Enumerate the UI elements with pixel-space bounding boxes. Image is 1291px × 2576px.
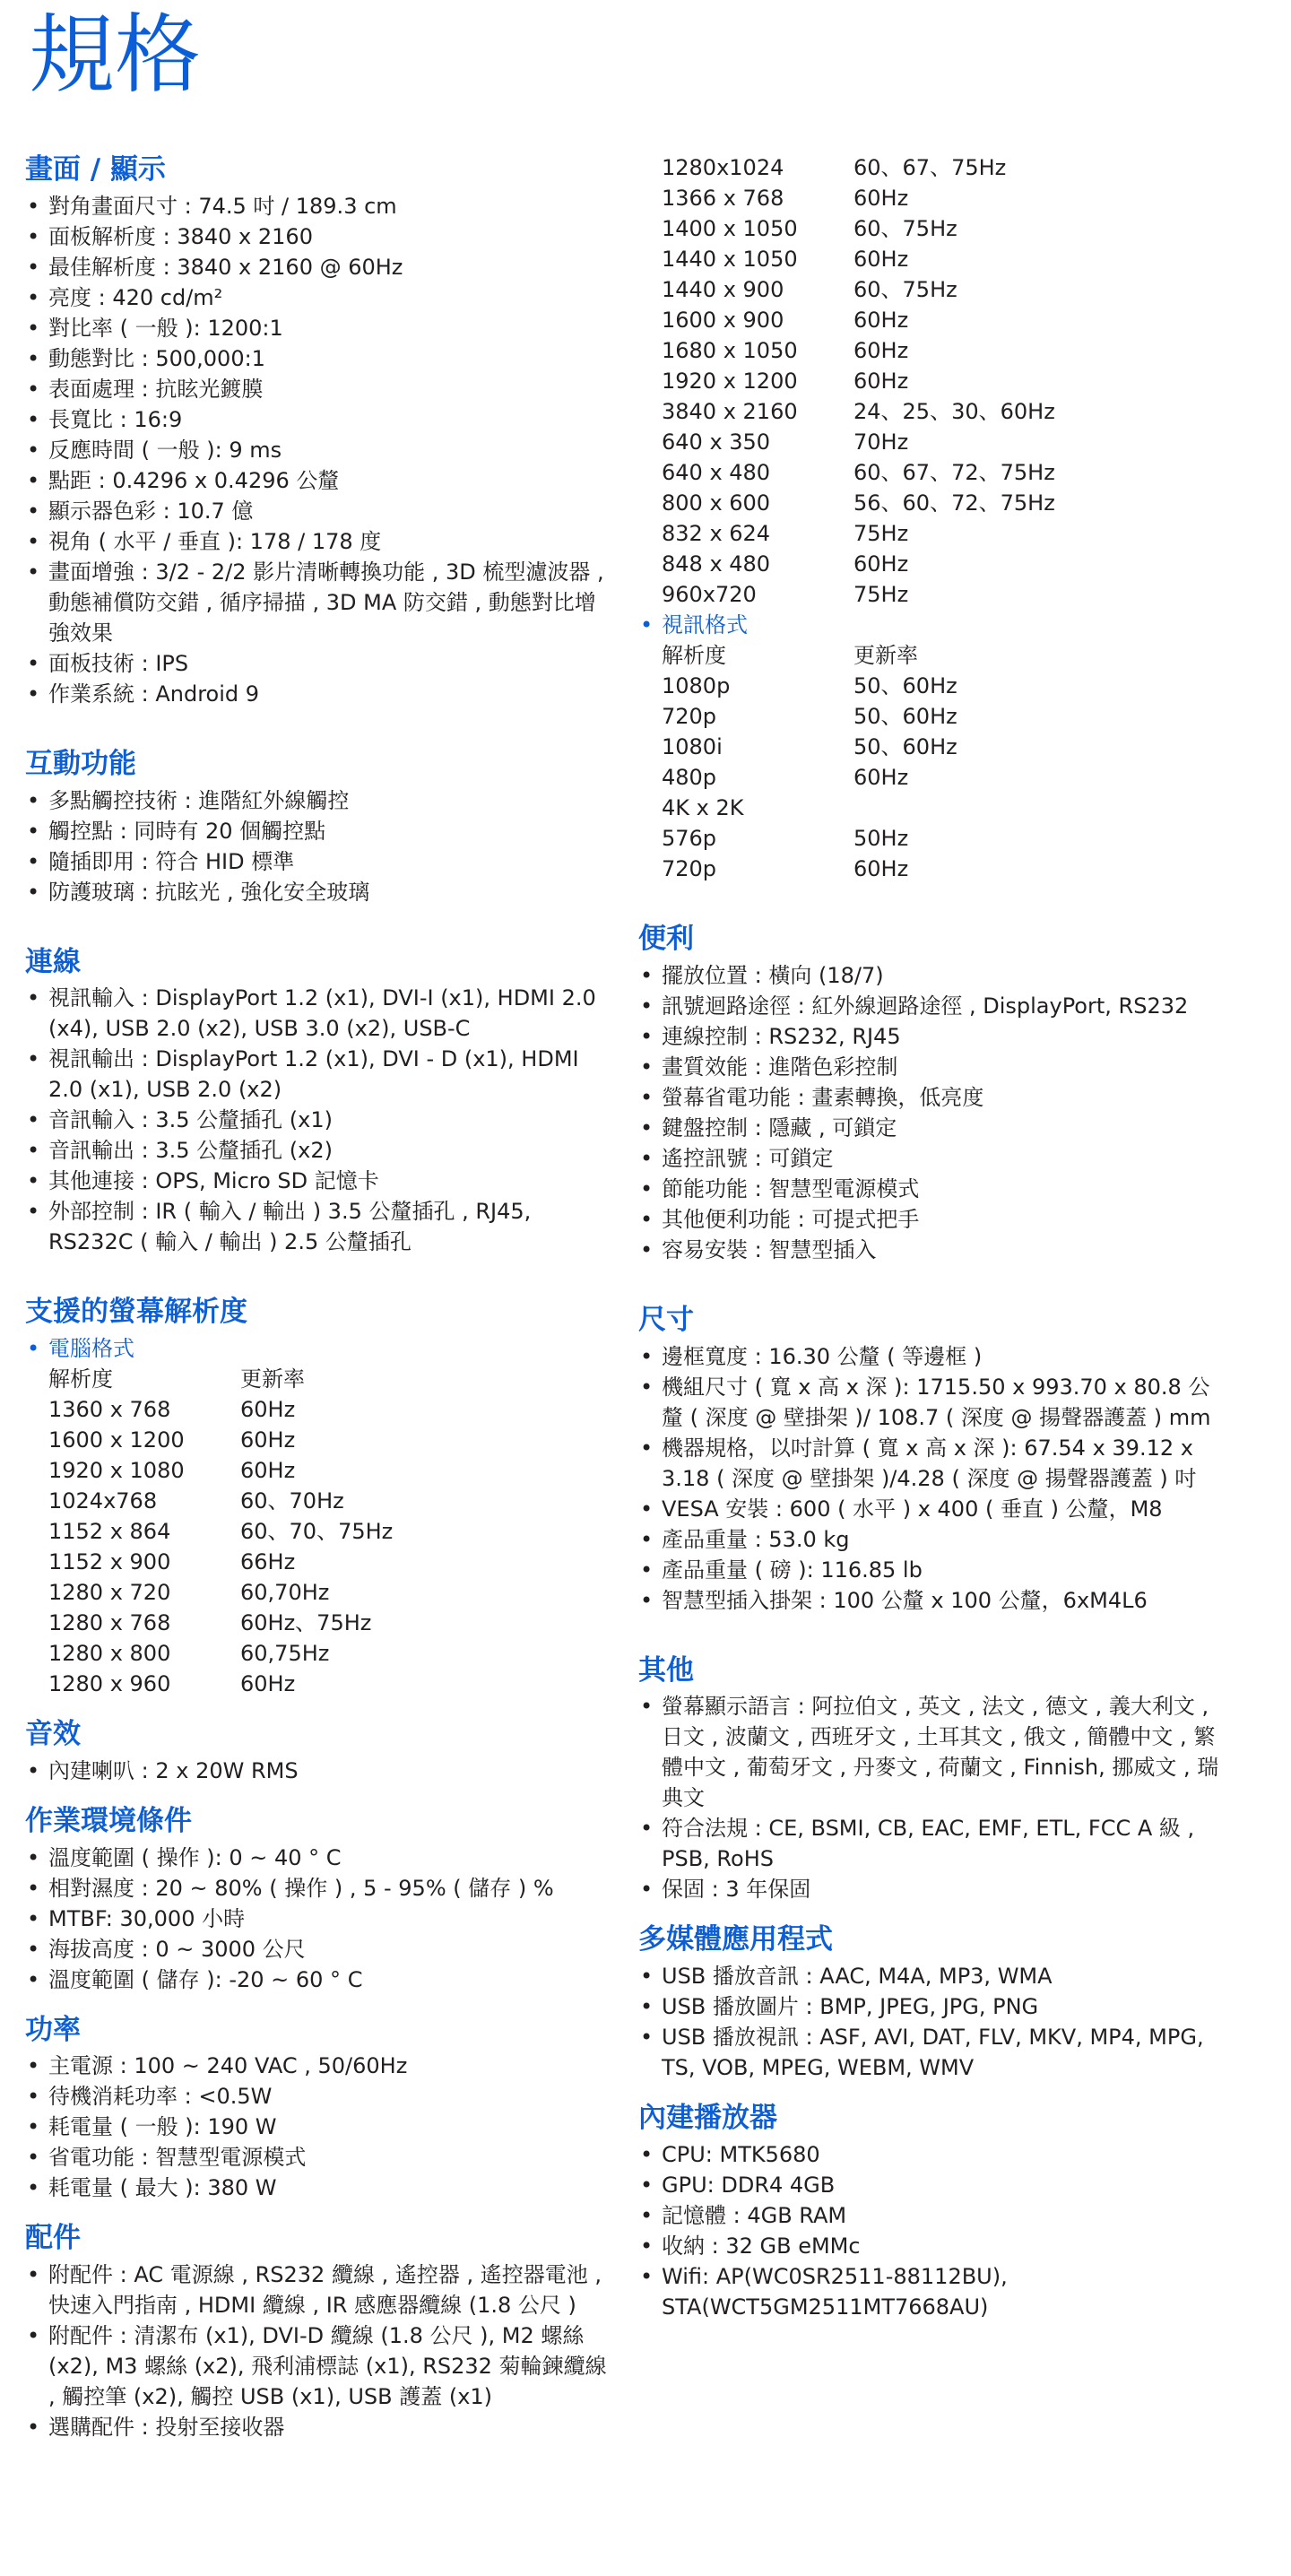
refresh-cell: 60、70、75Hz xyxy=(240,1519,394,1544)
spec-item: • 點距 : 0.4296 x 0.4296 公釐 xyxy=(25,465,612,496)
spec-item: • 鍵盤控制 : 隱藏 , 可鎖定 xyxy=(638,1113,1226,1143)
section-title: 連線 xyxy=(25,945,81,978)
section-title: 其他 xyxy=(638,1653,694,1687)
spec-item: • 多點觸控技術 : 進階紅外線觸控 xyxy=(25,785,612,816)
resolution-cell: 1152 x 864 xyxy=(48,1519,171,1544)
section-accessories xyxy=(25,2221,612,2442)
table-row xyxy=(662,793,1226,823)
resolution-cell: 480p xyxy=(662,765,717,790)
section-title: 便利 xyxy=(638,923,694,955)
pc-format-label: • 電腦格式 xyxy=(25,1333,612,1364)
spec-item: • 海拔高度 : 0 ~ 3000 公尺 xyxy=(25,1934,612,1965)
section-title: 功率 xyxy=(25,2013,81,2046)
section-title: 多媒體應用程式 xyxy=(638,1923,833,1956)
spec-item: • 主電源 : 100 ~ 240 VAC , 50/60Hz xyxy=(25,2051,612,2081)
refresh-cell: 66Hz xyxy=(240,1549,296,1574)
table-row xyxy=(662,549,1226,579)
spec-item: • 待機消耗功率 : <0.5W xyxy=(25,2081,612,2112)
spec-list xyxy=(638,1691,1226,1904)
section-title: 作業環境條件 xyxy=(25,1804,192,1837)
section-interactive xyxy=(25,747,612,907)
refresh-cell: 50、60Hz xyxy=(853,704,957,729)
resolution-cell: 720p xyxy=(662,704,717,729)
resolution-table xyxy=(48,1364,612,1699)
spec-item: • 亮度 : 420 cd/m² xyxy=(25,282,612,313)
resolution-cell: 1080i xyxy=(662,734,723,759)
table-header xyxy=(48,1364,612,1394)
spec-item: • 音訊輸出 : 3.5 公釐插孔 (x2) xyxy=(25,1135,612,1166)
spec-item: • 耗電量 ( 最大 ): 380 W xyxy=(25,2173,612,2203)
spec-item: • 顯示器色彩 : 10.7 億 xyxy=(25,496,612,526)
spec-item: • 作業系統 : Android 9 xyxy=(25,679,612,709)
resolution-cell: 1280 x 960 xyxy=(48,1671,171,1696)
spec-item: • 其他連接 : OPS, Micro SD 記憶卡 xyxy=(25,1166,612,1196)
spec-item: • 反應時間 ( 一般 ): 9 ms xyxy=(25,435,612,465)
refresh-cell: 56、60、72、75Hz xyxy=(853,490,1055,516)
table-row xyxy=(48,1638,612,1669)
table-row xyxy=(48,1455,612,1486)
section-built-in-player xyxy=(638,2101,1226,2322)
spec-list xyxy=(25,2051,612,2203)
resolution-cell: 960x720 xyxy=(662,582,757,607)
table-row xyxy=(48,1577,612,1608)
resolution-cell: 576p xyxy=(662,826,717,851)
spec-item: • 溫度範圍 ( 儲存 ): -20 ~ 60 ° C xyxy=(25,1965,612,1995)
refresh-cell: 60Hz、75Hz xyxy=(240,1610,372,1635)
spec-item: • 選購配件 : 投射至接收器 xyxy=(25,2412,612,2442)
pc-resolution-table-continued xyxy=(662,152,1226,610)
section-title: 尺寸 xyxy=(638,1303,694,1336)
refresh-cell: 60Hz xyxy=(240,1427,296,1453)
resolution-cell: 848 x 480 xyxy=(662,551,771,577)
spec-item: • 外部控制 : IR ( 輸入 / 輸出 ) 3.5 公釐插孔 , RJ45, RS232C ( 輸入 / 輸出 ) 2.5 公釐插孔 xyxy=(25,1196,612,1257)
spec-item: • 收納 : 32 GB eMMc xyxy=(638,2231,1226,2261)
spec-item: • 記憶體 : 4GB RAM xyxy=(638,2200,1226,2231)
left-column xyxy=(25,152,612,2442)
resolution-cell: 1280x1024 xyxy=(662,155,784,180)
refresh-cell: 60Hz xyxy=(240,1397,296,1422)
section-title: 配件 xyxy=(25,2222,81,2255)
spec-item: • MTBF: 30,000 小時 xyxy=(25,1904,612,1934)
resolution-cell: 832 x 624 xyxy=(662,521,771,546)
refresh-cell: 50Hz xyxy=(853,826,909,851)
spec-item: • 符合法規 : CE, BSMI, CB, EAC, EMF, ETL, FCC A 級 , PSB, RoHS xyxy=(638,1813,1226,1874)
spec-item: • 產品重量 ( 磅 ): 116.85 lb xyxy=(638,1555,1226,1585)
spec-item: • 視訊輸出 : DisplayPort 1.2 (x1), DVI - D (x1), HDMI 2.0 (x1), USB 2.0 (x2) xyxy=(25,1044,612,1105)
spec-item: • 容易安裝 : 智慧型插入 xyxy=(638,1235,1226,1265)
section-environment xyxy=(25,1804,612,1995)
spec-item: • 防護玻璃 : 抗眩光 , 強化安全玻璃 xyxy=(25,877,612,907)
resolution-cell: 640 x 350 xyxy=(662,429,771,455)
spec-item: • 其他便利功能 : 可提式把手 xyxy=(638,1204,1226,1235)
table-row xyxy=(662,335,1226,366)
section-dimensions xyxy=(638,1303,1226,1616)
table-row xyxy=(662,488,1226,518)
spec-item: • 節能功能 : 智慧型電源模式 xyxy=(638,1174,1226,1204)
spec-item: • VESA 安裝 : 600 ( 水平 ) x 400 ( 垂直 ) 公釐，M8 xyxy=(638,1494,1226,1524)
refresh-cell: 24、25、30、60Hz xyxy=(853,399,1055,424)
resolution-cell: 1152 x 900 xyxy=(48,1549,171,1574)
spec-item: • 邊框寬度 : 16.30 公釐 ( 等邊框 ) xyxy=(638,1341,1226,1372)
spec-item: • 耗電量 ( 一般 ): 190 W xyxy=(25,2112,612,2142)
refresh-cell: 60Hz xyxy=(853,765,909,790)
table-row xyxy=(662,823,1226,854)
spec-list xyxy=(638,960,1226,1265)
spec-list xyxy=(25,785,612,907)
resolution-cell: 3840 x 2160 xyxy=(662,399,798,424)
section-miscellaneous xyxy=(638,1653,1226,1905)
table-row xyxy=(662,305,1226,335)
resolution-cell: 1920 x 1200 xyxy=(662,369,798,394)
resolution-cell: 1920 x 1080 xyxy=(48,1458,185,1483)
spec-item: • 擺放位置 : 橫向 (18/7) xyxy=(638,960,1226,991)
table-row xyxy=(662,366,1226,396)
section-title: 畫面 / 顯示 xyxy=(25,153,166,186)
spec-list xyxy=(25,1756,612,1786)
resolution-cell: 1280 x 768 xyxy=(48,1610,171,1635)
spec-item: • 畫面增強 : 3/2 - 2/2 影片清晰轉換功能 , 3D 梳型濾波器 , 動態補償防交錯 , 循序掃描 , 3D MA 防交錯 , 動態對比增強效果 xyxy=(25,557,612,648)
section-power xyxy=(25,2013,612,2204)
spec-item: • 面板技術 : IPS xyxy=(25,648,612,679)
spec-item: • 對比率 ( 一般 ): 1200:1 xyxy=(25,313,612,343)
spec-item: • USB 播放視訊 : ASF, AVI, DAT, FLV, MKV, MP4, MPG, TS, VOB, MPEG, WEBM, WMV xyxy=(638,2022,1226,2083)
spec-item: • 遙控訊號 : 可鎖定 xyxy=(638,1143,1226,1174)
spec-item: • 動態對比 : 500,000:1 xyxy=(25,343,612,374)
table-row xyxy=(662,762,1226,793)
table-row xyxy=(48,1669,612,1699)
spec-item: • 畫質效能 : 進階色彩控制 xyxy=(638,1052,1226,1082)
spec-item: • 保固 : 3 年保固 xyxy=(638,1874,1226,1904)
spec-item: • CPU: MTK5680 xyxy=(638,2139,1226,2170)
refresh-cell: 60,70Hz xyxy=(240,1580,330,1605)
table-row xyxy=(662,732,1226,762)
resolution-cell: 640 x 480 xyxy=(662,460,771,485)
refresh-cell: 75Hz xyxy=(853,582,909,607)
video-format-list xyxy=(638,610,1226,640)
refresh-cell: 60Hz xyxy=(853,551,909,577)
table-row xyxy=(48,1516,612,1547)
section-convenience xyxy=(638,922,1226,1265)
header-refresh: 更新率 xyxy=(240,1366,305,1392)
spec-list xyxy=(638,2139,1226,2322)
spec-list xyxy=(25,1843,612,1995)
spec-list xyxy=(638,1341,1226,1616)
resolution-cell: 720p xyxy=(662,856,717,881)
spec-item: • 最佳解析度 : 3840 x 2160 @ 60Hz xyxy=(25,252,612,282)
resolution-cell: 4K x 2K xyxy=(662,795,744,820)
refresh-cell: 60Hz xyxy=(240,1671,296,1696)
spec-item: • 機器規格，以吋計算 ( 寬 x 高 x 深 ): 67.54 x 39.12 x 3.18 ( 深度 @ 壁掛架 )/4.28 ( 深度 @ 揚聲器護蓋 ) 吋 xyxy=(638,1433,1226,1494)
table-row xyxy=(662,518,1226,549)
refresh-cell: 60、67、72、75Hz xyxy=(853,460,1055,485)
resolution-cell: 1280 x 720 xyxy=(48,1580,171,1605)
section-multimedia xyxy=(638,1922,1226,2083)
table-row xyxy=(662,457,1226,488)
spec-item: • 相對濕度 : 20 ~ 80% ( 操作 ) , 5 - 95% ( 儲存 ) % xyxy=(25,1873,612,1904)
section-title: 內建播放器 xyxy=(638,2102,777,2134)
resolution-cell: 1400 x 1050 xyxy=(662,216,798,241)
spec-list xyxy=(25,2259,612,2442)
spec-list xyxy=(638,1961,1226,2083)
table-row xyxy=(662,152,1226,183)
refresh-cell: 60Hz xyxy=(853,338,909,363)
refresh-cell: 60、75Hz xyxy=(853,277,957,302)
resolution-cell: 1080p xyxy=(662,673,731,698)
right-column xyxy=(638,152,1226,2322)
table-row xyxy=(662,244,1226,274)
refresh-cell: 60Hz xyxy=(240,1458,296,1483)
resolution-cell: 1440 x 900 xyxy=(662,277,784,302)
table-header xyxy=(662,640,1226,671)
video-format-label: • 視訊格式 xyxy=(638,610,1226,640)
refresh-cell: 60Hz xyxy=(853,186,909,211)
refresh-cell: 60、75Hz xyxy=(853,216,957,241)
spec-item: • 表面處理 : 抗眩光鍍膜 xyxy=(25,374,612,404)
refresh-cell: 60Hz xyxy=(853,308,909,333)
resolution-cell: 1360 x 768 xyxy=(48,1397,171,1422)
resolution-cell: 1600 x 900 xyxy=(662,308,784,333)
section-title: 支援的螢幕解析度 xyxy=(25,1296,247,1329)
spec-item: • 溫度範圍 ( 操作 ): 0 ~ 40 ° C xyxy=(25,1843,612,1873)
table-row xyxy=(662,671,1226,701)
spec-item: • GPU: DDR4 4GB xyxy=(638,2170,1226,2200)
spec-item: • Wifi: AP(WC0SR2511-88112BU), STA(WCT5GM2511MT7668AU) xyxy=(638,2261,1226,2322)
spec-item: • 視訊輸入 : DisplayPort 1.2 (x1), DVI-I (x1), HDMI 2.0 (x4), USB 2.0 (x2), USB 3.0 (x2), USB-C xyxy=(25,983,612,1044)
spec-list xyxy=(25,1333,612,1364)
refresh-cell: 50、60Hz xyxy=(853,734,957,759)
refresh-cell: 60Hz xyxy=(853,856,909,881)
resolution-cell: 1024x768 xyxy=(48,1488,158,1514)
refresh-cell: 70Hz xyxy=(853,429,909,455)
section-resolutions xyxy=(25,1295,612,1699)
table-row xyxy=(48,1608,612,1638)
table-row xyxy=(662,579,1226,610)
spec-item: • 對角畫面尺寸 : 74.5 吋 / 189.3 cm xyxy=(25,191,612,221)
table-row xyxy=(662,701,1226,732)
header-resolution: 解析度 xyxy=(48,1366,113,1392)
spec-list xyxy=(25,191,612,709)
spec-item: • 產品重量 : 53.0 kg xyxy=(638,1524,1226,1555)
resolution-cell: 1680 x 1050 xyxy=(662,338,798,363)
resolution-cell: 1366 x 768 xyxy=(662,186,784,211)
spec-item: • 連線控制 : RS232, RJ45 xyxy=(638,1021,1226,1052)
spec-item: • 觸控點 : 同時有 20 個觸控點 xyxy=(25,816,612,846)
header-refresh: 更新率 xyxy=(853,643,918,668)
page-title: 規格 xyxy=(29,4,201,105)
spec-item: • 訊號迴路途徑 : 紅外線迴路途徑 , DisplayPort, RS232 xyxy=(638,991,1226,1021)
table-row xyxy=(662,427,1226,457)
spec-item: • 長寬比 : 16:9 xyxy=(25,404,612,435)
table-row xyxy=(662,274,1226,305)
refresh-cell: 50、60Hz xyxy=(853,673,957,698)
refresh-cell xyxy=(853,793,1226,823)
table-row xyxy=(662,183,1226,213)
spec-item: • 內建喇叭 : 2 x 20W RMS xyxy=(25,1756,612,1786)
section-title: 互動功能 xyxy=(25,747,136,780)
spec-item: • 省電功能 : 智慧型電源模式 xyxy=(25,2142,612,2173)
table-row xyxy=(662,854,1226,884)
resolution-cell: 1440 x 1050 xyxy=(662,247,798,272)
resolution-cell: 800 x 600 xyxy=(662,490,771,516)
spec-item: • 螢幕顯示語言 : 阿拉伯文 , 英文 , 法文 , 德文 , 義大利文 , 日文 , 波蘭文 , 西班牙文 , 土耳其文 , 俄文 , 簡體中文 , 繁體中文 , 葡萄牙文 , 丹麥文 , 荷蘭文 , Finnish, 挪威文 , 瑞典文 xyxy=(638,1691,1226,1813)
table-row xyxy=(48,1547,612,1577)
section-display xyxy=(25,152,612,709)
refresh-cell: 60,75Hz xyxy=(240,1641,330,1666)
spec-item: • 面板解析度 : 3840 x 2160 xyxy=(25,221,612,252)
table-row xyxy=(48,1394,612,1425)
spec-item: • 音訊輸入 : 3.5 公釐插孔 (x1) xyxy=(25,1105,612,1135)
spec-item: • 螢幕省電功能 : 畫素轉換，低亮度 xyxy=(638,1082,1226,1113)
refresh-cell: 60、67、75Hz xyxy=(853,155,1007,180)
spec-item: • 隨插即用 : 符合 HID 標準 xyxy=(25,846,612,877)
section-connectivity xyxy=(25,945,612,1258)
resolution-cell: 1280 x 800 xyxy=(48,1641,171,1666)
spec-item: • USB 播放圖片 : BMP, JPEG, JPG, PNG xyxy=(638,1991,1226,2022)
table-row xyxy=(48,1425,612,1455)
spec-list xyxy=(25,983,612,1257)
refresh-cell: 60、70Hz xyxy=(240,1488,344,1514)
spec-item: • 智慧型插入掛架 : 100 公釐 x 100 公釐，6xM4L6 xyxy=(638,1585,1226,1616)
table-row xyxy=(48,1486,612,1516)
section-title: 音效 xyxy=(25,1718,81,1750)
spec-item: • USB 播放音訊 : AAC, M4A, MP3, WMA xyxy=(638,1961,1226,1991)
refresh-cell: 75Hz xyxy=(853,521,909,546)
table-row xyxy=(662,213,1226,244)
spec-item: • 機組尺寸 ( 寬 x 高 x 深 ): 1715.50 x 993.70 x 80.8 公釐 ( 深度 @ 壁掛架 )/ 108.7 ( 深度 @ 揚聲器護蓋 ) mm xyxy=(638,1372,1226,1433)
spec-item: • 附配件 : 清潔布 (x1), DVI-D 纜線 (1.8 公尺 ), M2 螺絲 (x2), M3 螺絲 (x2), 飛利浦標誌 (x1), RS232 菊輪鍊纜線 , 觸控筆 (x2), 觸控 USB (x1), USB 護蓋 (x1) xyxy=(25,2320,612,2412)
refresh-cell: 60Hz xyxy=(853,369,909,394)
resolution-cell: 1600 x 1200 xyxy=(48,1427,185,1453)
section-audio xyxy=(25,1717,612,1786)
refresh-cell: 60Hz xyxy=(853,247,909,272)
spec-item: • 附配件 : AC 電源線 , RS232 纜線 , 遙控器 , 遙控器電池 , 快速入門指南 , HDMI 纜線 , IR 感應器纜線 (1.8 公尺 ) xyxy=(25,2259,612,2320)
header-resolution: 解析度 xyxy=(662,643,726,668)
table-row xyxy=(662,396,1226,427)
video-format-table xyxy=(662,640,1226,884)
spec-item: • 視角 ( 水平 / 垂直 ): 178 / 178 度 xyxy=(25,526,612,557)
